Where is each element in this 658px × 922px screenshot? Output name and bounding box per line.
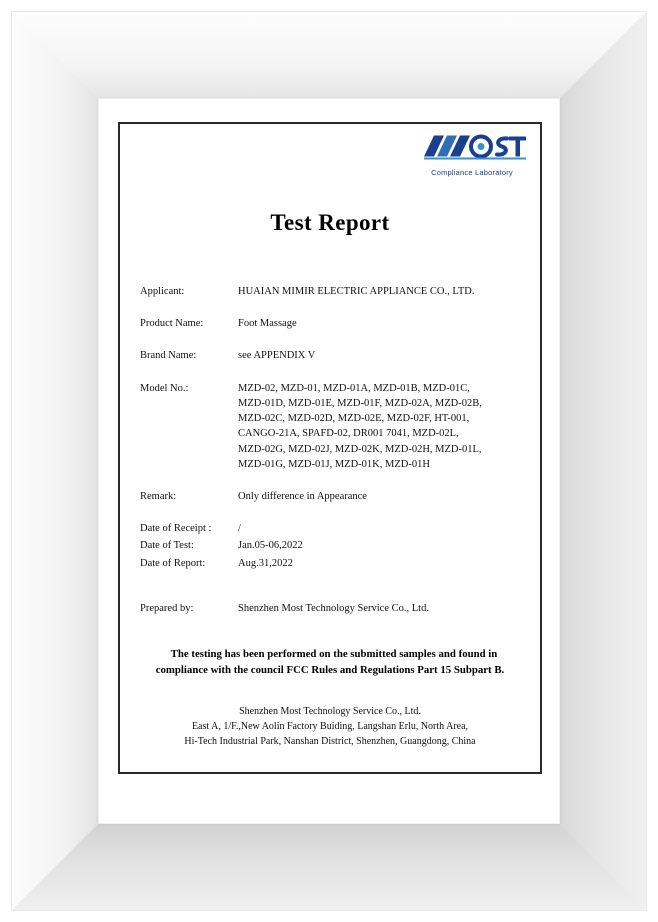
- company-logo: [416, 132, 528, 177]
- model-line: MZD-01G, MZD-01J, MZD-01K, MZD-01H: [238, 458, 430, 470]
- field-label: Prepared by:: [140, 602, 194, 614]
- footer-line: East A, 1/F.,New Aolin Factory Buiding, Langshan Erlu, North Area,: [191, 721, 469, 733]
- field-applicant: [134, 284, 526, 299]
- field-label: Brand Name:: [140, 350, 197, 362]
- frame-bevel-left: [12, 12, 98, 910]
- field-prepared-by: [134, 601, 526, 616]
- footer-address: [134, 704, 526, 749]
- field-product-name: [134, 316, 526, 331]
- field-value: Jan.05-06,2022: [238, 540, 303, 552]
- date-group: [134, 521, 526, 571]
- model-line: CANGO-21A, SPAFD-02, DR001 7041, MZD-02L,: [238, 428, 459, 440]
- field-remark: [134, 489, 526, 504]
- field-label: Date of Test:: [140, 540, 194, 552]
- field-value: HUAIAN MIMIR ELECTRIC APPLIANCE CO., LTD.: [238, 286, 475, 297]
- field-value: see APPENDIX V: [238, 350, 316, 362]
- frame-bevel-right: [560, 12, 646, 910]
- field-label: Model No.:: [140, 382, 189, 394]
- field-value: Only difference in Appearance: [238, 490, 367, 502]
- frame-bevel-top: [12, 12, 646, 98]
- field-value: Aug.31,2022: [238, 557, 293, 569]
- document-page: [118, 122, 542, 774]
- field-value: /: [238, 523, 241, 535]
- most-logo-icon: [423, 132, 527, 162]
- statement-line-2: compliance with the council FCC Rules and Regulations Part 15 Subpart B.: [155, 664, 505, 677]
- model-line: MZD-02G, MZD-02J, MZD-02K, MZD-02H, MZD-01L,: [238, 443, 482, 455]
- frame-bevel-bottom: [12, 824, 646, 910]
- field-brand-name: [134, 348, 526, 363]
- field-label: Product Name:: [140, 318, 204, 330]
- footer-line: Hi-Tech Industrial Park, Nanshan District, Shenzhen, Guangdong, China: [184, 736, 476, 748]
- model-line: MZD-02C, MZD-02D, MZD-02E, MZD-02F, HT-001,: [238, 413, 470, 425]
- field-label: Date of Receipt :: [140, 523, 212, 535]
- page-title: Test Report: [270, 210, 390, 235]
- field-value: Foot Massage: [238, 318, 297, 330]
- field-date-of-test: [134, 538, 526, 553]
- statement-line-1: The testing has been performed on the submitted samples and found in: [170, 648, 498, 661]
- model-line: MZD-01D, MZD-01E, MZD-01F, MZD-02A, MZD-02B,: [238, 397, 482, 409]
- field-date-of-report: [134, 556, 526, 571]
- report-fields: [134, 284, 526, 616]
- field-label: Date of Report:: [140, 557, 206, 569]
- model-line: MZD-02, MZD-01, MZD-01A, MZD-01B, MZD-01C,: [238, 382, 470, 394]
- field-model-no: [134, 381, 526, 472]
- compliance-statement: [134, 646, 526, 678]
- field-label: Remark:: [140, 490, 177, 502]
- field-date-of-receipt: [134, 521, 526, 536]
- field-label: Applicant:: [140, 286, 185, 297]
- logo-tagline: Compliance Laboratory: [431, 168, 513, 177]
- footer-line: Shenzhen Most Technology Service Co., Ltd.: [239, 706, 421, 718]
- field-value: Shenzhen Most Technology Service Co., Ltd.: [238, 602, 429, 614]
- field-value: [238, 381, 526, 472]
